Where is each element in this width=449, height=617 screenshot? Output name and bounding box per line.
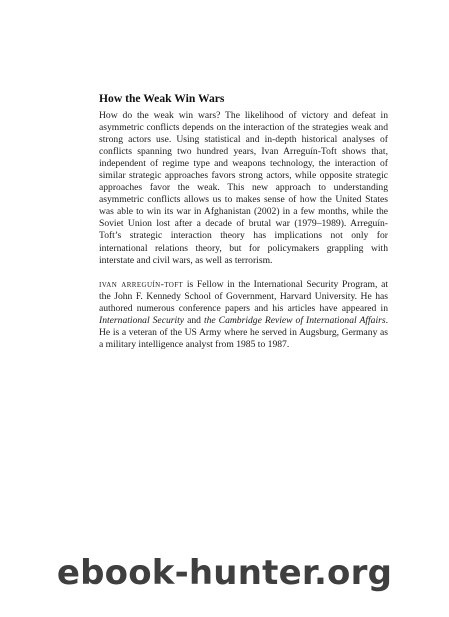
page-content [99,92,388,351]
author-name: ivan arreguín-toft [99,278,184,290]
author-bio-text-2: . He is a veteran of the US Army where he served in Augsburg, Germany as a military intelligence analyst from 1985 to 1987. [99,314,389,350]
author-bio [99,279,388,351]
watermark-text: ebook-hunter.org [56,553,393,593]
journal-title-1: International Security [99,314,185,326]
author-bio-text-1: is Fellow in the International Security Program, at the John F. Kennedy School of Government, Harvard University. He has authored numerous conference papers and his articles have appeared in [99,278,388,314]
journal-title-2: the Cambridge Review of International Affairs [203,314,386,326]
book-blurb: How do the weak win wars? The likelihood of victory and defeat in asymmetric conflicts depends on the interaction of the strategies weak and strong actors use. Using statistical and in-depth historical analyses of conflicts spanning two hundred years, Ivan Arreguín-Toft shows that, independent of regime type and weapons technology, the interaction of similar strategic approaches favors strong actors, while opposite strategic approaches favor the weak. This new approach to understanding asymmetric conflicts allows us to makes sense of how the United States was able to win its war in Afghanistan (2002) in a few months, while the Soviet Union lost after a decade of brutal war (1979–1989). Arreguín-Toft’s strategic interaction theory has implications not only for international relations theory, but for policymakers grappling with interstate and civil wars, as well as terrorism. [99,110,388,266]
book-title: How the Weak Win Wars [99,92,225,105]
author-bio-conjunction: and [184,314,204,326]
